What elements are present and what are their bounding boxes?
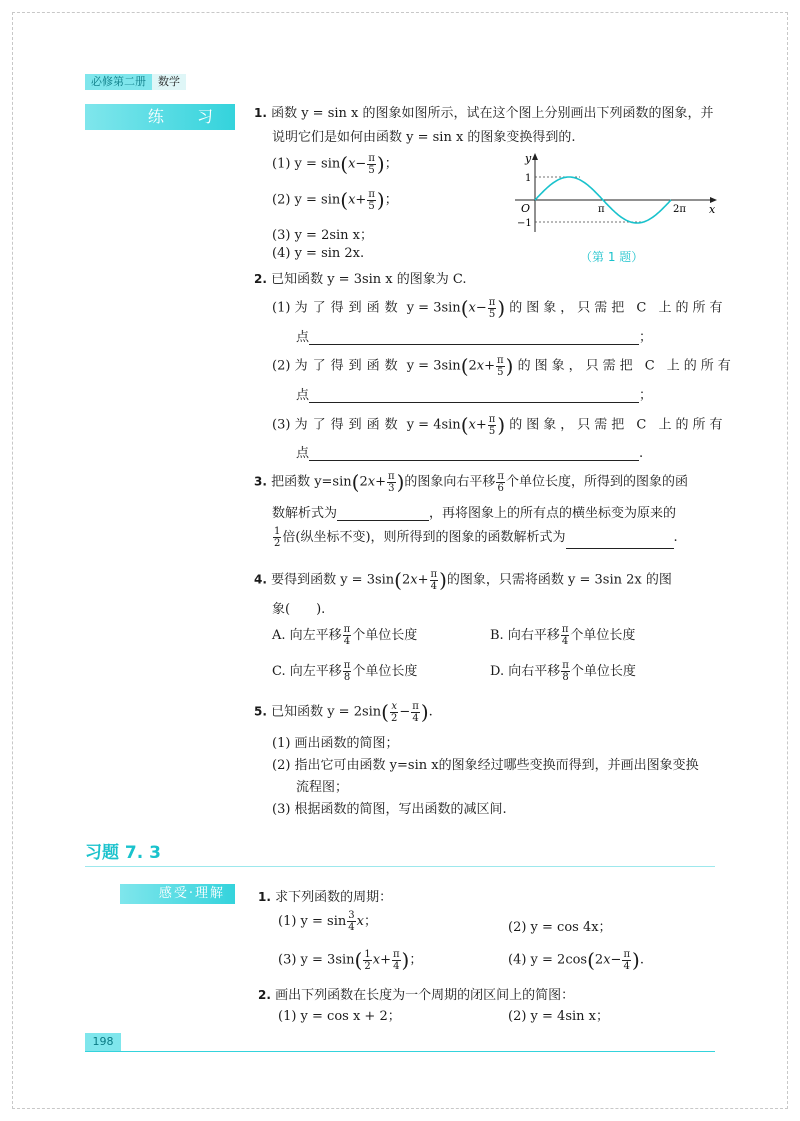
- e1-item4: (4) y = 2cos(2x− $\frac{\pi}{4}$ ).: [508, 948, 644, 972]
- q5-sub2a: (2) 指出它可由函数 y=sin x的图象经过哪些变换而得到，并画出图象变换: [272, 758, 699, 773]
- q4-option-a: A. 向左平移 $\frac{\pi}{4}$ 个单位长度: [272, 624, 418, 647]
- category-banner: 感受·理解: [120, 884, 235, 904]
- q1-item1: (1) y = sin(x− $\frac{\pi}{5}$ )；: [272, 152, 398, 176]
- sine-figure: [505, 150, 725, 245]
- footer-rule: [85, 1031, 715, 1052]
- y-one-label: 1: [525, 173, 532, 184]
- q4-line2: 象( ).: [272, 602, 326, 617]
- y-neg-one-label: −1: [517, 218, 532, 229]
- q1-line1: 1. 函数 y = sin x 的图象如图所示，试在这个图上分别画出下列函数的图象，并: [254, 106, 714, 121]
- e1-item2: (2) y = cos 4x；: [508, 920, 612, 935]
- origin-label: O: [521, 202, 531, 215]
- e2-item1: (1) y = cos x + 2；: [278, 1009, 401, 1024]
- q1-line2: 说明它们是如何由函数 y = sin x 的图象变换得到的.: [272, 130, 576, 145]
- q3-line2: 数解析式为 ，再将图象上的所有点的横坐标变为原来的: [272, 506, 677, 521]
- q1-item2: (2) y = sin(x+ $\frac{\pi}{5}$ )；: [272, 188, 398, 212]
- book-label: 必修第二册: [85, 74, 152, 90]
- q4-option-b: B. 向右平移 $\frac{\pi}{4}$ 个单位长度: [490, 624, 636, 647]
- q2-item1-blank: 点 ；: [296, 330, 653, 345]
- e1-item3: (3) y = 3sin( $\frac{1}{2}$ x+ $\frac{\pi}{4}$ )；: [278, 948, 423, 972]
- q5-sub3: (3) 根据函数的简图，写出函数的减区间.: [272, 802, 507, 817]
- two-pi-label: 2π: [673, 204, 686, 215]
- e1-intro: 1. 求下列函数的周期：: [258, 890, 393, 905]
- q2-item2-blank: 点 ；: [296, 388, 653, 403]
- q2-intro: 2. 已知函数 y = 3sin x 的图象为 C.: [254, 272, 467, 287]
- running-header: [85, 74, 186, 90]
- q2-item3: (3) 为了得到函数 y = 4sin(x+ $\frac{\pi}{5}$ ) 的图象，只需把 C 上的所有: [272, 413, 727, 437]
- figure-caption: （第 1 题）: [580, 250, 644, 264]
- subject-label: 数学: [152, 74, 186, 90]
- q2-item3-blank: 点 .: [296, 446, 644, 461]
- q1-item3: (3) y = 2sin x；: [272, 228, 374, 243]
- page-number: 198: [85, 1033, 121, 1051]
- q3-line3: $\frac{1}{2}$ 倍(纵坐标不变)，则所得到的图象的函数解析式为 .: [274, 526, 678, 549]
- e2-item2: (2) y = 4sin x；: [508, 1009, 609, 1024]
- q2-item2: (2) 为了得到函数 y = 3sin(2x+ $\frac{\pi}{5}$ ) 的图象，只需把 C 上的所有: [272, 354, 735, 378]
- x-axis-label: x: [709, 203, 716, 216]
- practice-banner: 练 习: [85, 104, 235, 130]
- section-title: 习题 7. 3: [85, 843, 161, 863]
- q5-sub1: (1) 画出函数的简图；: [272, 736, 399, 751]
- q4-option-d: D. 向右平移 $\frac{\pi}{8}$ 个单位长度: [490, 660, 636, 683]
- e2-intro: 2. 画出下列函数在长度为一个周期的闭区间上的简图：: [258, 988, 575, 1003]
- q2-item1: (1) 为了得到函数 y = 3sin(x− $\frac{\pi}{5}$ ) 的图象，只需把 C 上的所有: [272, 296, 727, 320]
- y-axis-label: y: [525, 152, 532, 165]
- q3-line1: 3. 把函数 y=sin(2x+ $\frac{\pi}{3}$ )的图象向右平移 $\frac{\pi}{6}$ 个单位长度，所得到的图象的函: [254, 470, 688, 494]
- pi-label: π: [598, 204, 605, 215]
- q1-item4: (4) y = sin 2x.: [272, 246, 365, 261]
- e1-item1: (1) y = sin $\frac{3}{4}$ x；: [278, 910, 377, 933]
- y-axis-arrow: [532, 153, 538, 160]
- section-divider: [85, 866, 715, 867]
- q4-line1: 4. 要得到函数 y = 3sin(2x+ $\frac{\pi}{4}$ )的图象，只需将函数 y = 3sin 2x 的图: [254, 568, 672, 592]
- q5-sub2b: 流程图；: [296, 780, 349, 795]
- q4-option-c: C. 向左平移 $\frac{\pi}{8}$ 个单位长度: [272, 660, 418, 683]
- q5-line1: 5. 已知函数 y = 2sin( $\frac{x}{2}$ − $\frac{\pi}{4}$ ).: [254, 700, 433, 724]
